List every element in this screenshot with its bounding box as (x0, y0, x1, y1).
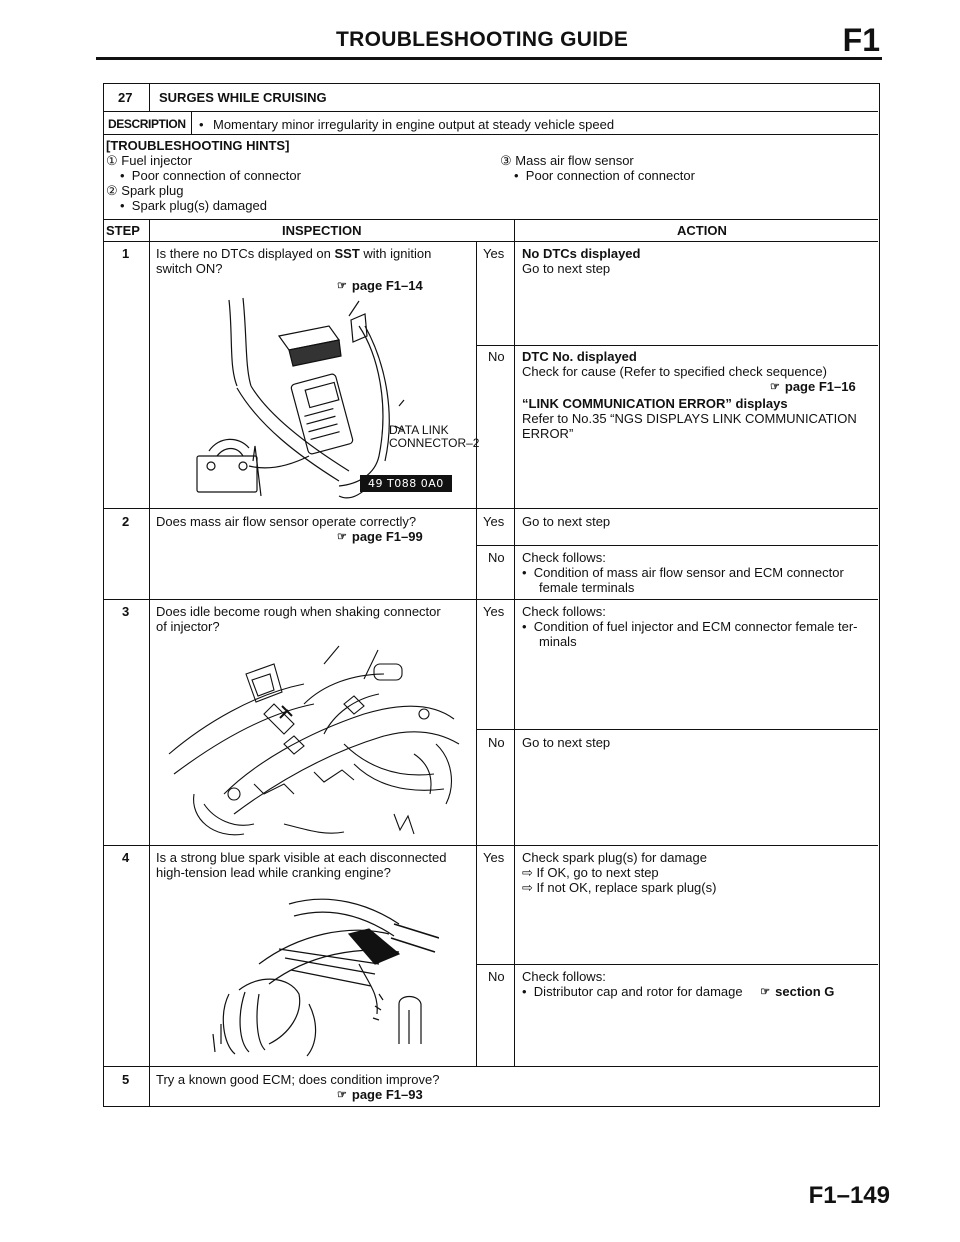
rule (476, 545, 878, 546)
inspection-line: of injector? (156, 619, 220, 634)
action-line: Check for cause (Refer to specified check sequence) (522, 364, 827, 379)
hint-name: Fuel injector (121, 153, 193, 168)
rule (104, 111, 878, 112)
hint-marker: ① (106, 153, 118, 168)
pointing-hand-icon: ☞ (760, 986, 771, 998)
rule (476, 964, 878, 965)
hint-item (106, 183, 183, 198)
bullet: • (522, 565, 527, 580)
inspection-text: Does mass air flow sensor operate correctly? (156, 514, 417, 529)
hint-detail-text: Poor connection of connector (525, 168, 695, 183)
inspection-text (156, 850, 447, 880)
action-line: DTC No. displayed (522, 349, 637, 364)
inspection-text (156, 246, 431, 276)
no-label: No (488, 735, 505, 750)
hint-item (500, 153, 634, 168)
action-line: Check spark plug(s) for damage (522, 850, 707, 865)
page-reference[interactable] (337, 529, 423, 544)
inspection-text: Try a known good ECM; does condition improve? (156, 1072, 440, 1087)
action-line: Distributor cap and rotor for damage (533, 984, 743, 999)
action-line: No DTCs displayed (522, 246, 641, 261)
troubleshooting-sheet (103, 83, 880, 1107)
action-line: Check follows: (522, 550, 606, 565)
action-line: Check follows: (522, 604, 606, 619)
ref-text: section G (775, 984, 835, 999)
injector-connector-figure (164, 644, 474, 844)
rule (476, 729, 878, 730)
tool-number-tag: 49 T088 0A0 (360, 475, 452, 492)
section-code: F1 (842, 22, 880, 58)
description-text: Momentary minor irregularity in engine output at steady vehicle speed (213, 117, 615, 132)
pointing-hand-icon: ☞ (770, 381, 780, 393)
action-no (522, 969, 834, 1001)
pointing-hand-icon: ☞ (337, 280, 347, 292)
action-line: Condition of mass air flow sensor and ECM connector (533, 565, 844, 580)
page-header (96, 22, 882, 60)
page-number: F1–149 (808, 1182, 890, 1209)
inspection-line: Is a strong blue spark visible at each disconnected (156, 850, 447, 865)
callout-line: CONNECTOR–2 (389, 436, 480, 450)
arrow-right-icon: ⇨ (522, 865, 533, 880)
action-yes (522, 604, 858, 649)
action-yes (522, 246, 640, 276)
rule (104, 134, 878, 135)
hint-detail (120, 198, 267, 213)
rule (476, 345, 878, 346)
ref-text: page F1–14 (351, 278, 423, 293)
rule (514, 219, 515, 241)
rule (149, 219, 150, 1106)
rule (191, 111, 192, 134)
yes-label: Yes (483, 246, 505, 261)
hint-detail (120, 168, 301, 183)
yes-label: Yes (483, 850, 505, 865)
step-number: 3 (122, 604, 130, 619)
action-line: If OK, go to next step (536, 865, 659, 880)
bullet: • (514, 168, 519, 183)
bullet: • (522, 619, 527, 634)
inspection-line: switch ON? (156, 261, 223, 276)
page-reference[interactable] (337, 1087, 423, 1102)
action-line: Refer to No.35 “NGS DISPLAYS LINK COMMUNICATION (522, 411, 857, 426)
description-label: DESCRIPTION (108, 117, 186, 131)
action-line: Check follows: (522, 969, 606, 984)
rule (514, 241, 515, 1066)
yes-label: Yes (483, 514, 505, 529)
no-label: No (488, 550, 505, 565)
bullet: • (522, 984, 527, 999)
action-no (522, 550, 844, 595)
page-reference[interactable] (770, 379, 856, 394)
hint-detail-text: Poor connection of connector (131, 168, 301, 183)
col-header-inspection: INSPECTION (282, 223, 362, 238)
sst-term: SST (334, 246, 360, 261)
action-no: Go to next step (522, 735, 611, 750)
symptom-title: SURGES WHILE CRUISING (159, 90, 327, 105)
rule (104, 845, 878, 846)
ref-text: page F1–16 (784, 379, 856, 394)
col-header-step: STEP (106, 223, 140, 238)
ref-text: page F1–93 (351, 1087, 423, 1102)
page-reference[interactable] (337, 278, 423, 293)
callout-line: DATA LINK (389, 423, 449, 437)
action-line: Go to next step (522, 261, 611, 276)
action-line: minals (539, 634, 577, 649)
yes-label: Yes (483, 604, 505, 619)
hints-heading: [TROUBLESHOOTING HINTS] (106, 138, 290, 153)
bullet: • (120, 198, 125, 213)
action-no (522, 349, 857, 441)
page-title: TROUBLESHOOTING GUIDE (336, 28, 629, 51)
arrow-right-icon: ⇨ (522, 880, 533, 895)
ref-text: page F1–99 (351, 529, 423, 544)
rule (104, 219, 878, 220)
symptom-number: 27 (118, 90, 133, 105)
inspection-line: Is there no DTCs displayed on (156, 246, 335, 261)
step-number: 2 (122, 514, 130, 529)
action-line: “LINK COMMUNICATION ERROR” displays (522, 396, 788, 411)
inspection-line: high-tension lead while cranking engine? (156, 865, 391, 880)
action-yes (522, 850, 716, 895)
data-link-connector-figure (189, 296, 479, 506)
rule (104, 1066, 878, 1067)
pointing-hand-icon: ☞ (337, 531, 347, 543)
figure-callout (389, 424, 479, 450)
step-number: 5 (122, 1072, 130, 1087)
rule (104, 241, 878, 242)
hint-detail-text: Spark plug(s) damaged (131, 198, 267, 213)
action-yes: Go to next step (522, 514, 611, 529)
page-reference[interactable] (760, 984, 834, 999)
col-header-action: ACTION (677, 223, 727, 238)
inspection-line: with ignition (359, 246, 432, 261)
action-line: Condition of fuel injector and ECM connector female ter- (533, 619, 858, 634)
hint-name: Mass air flow sensor (515, 153, 634, 168)
no-label: No (488, 969, 505, 984)
hint-marker: ③ (500, 153, 512, 168)
bullet: • (120, 168, 125, 183)
hint-item (106, 153, 192, 168)
pointing-hand-icon: ☞ (337, 1089, 347, 1101)
step-number: 1 (122, 246, 130, 261)
description-bullet: • (199, 117, 204, 132)
hint-name: Spark plug (121, 183, 184, 198)
spark-test-figure (199, 894, 439, 1059)
rule (104, 508, 878, 509)
rule (149, 84, 150, 111)
step-number: 4 (122, 850, 130, 865)
hint-marker: ② (106, 183, 118, 198)
action-line: ERROR” (522, 426, 574, 441)
inspection-line: Does idle become rough when shaking connector (156, 604, 441, 619)
rule (104, 599, 878, 600)
no-label: No (488, 349, 505, 364)
action-line: female terminals (539, 580, 635, 595)
inspection-text (156, 604, 441, 634)
hint-detail (514, 168, 695, 183)
action-line: If not OK, replace spark plug(s) (536, 880, 717, 895)
